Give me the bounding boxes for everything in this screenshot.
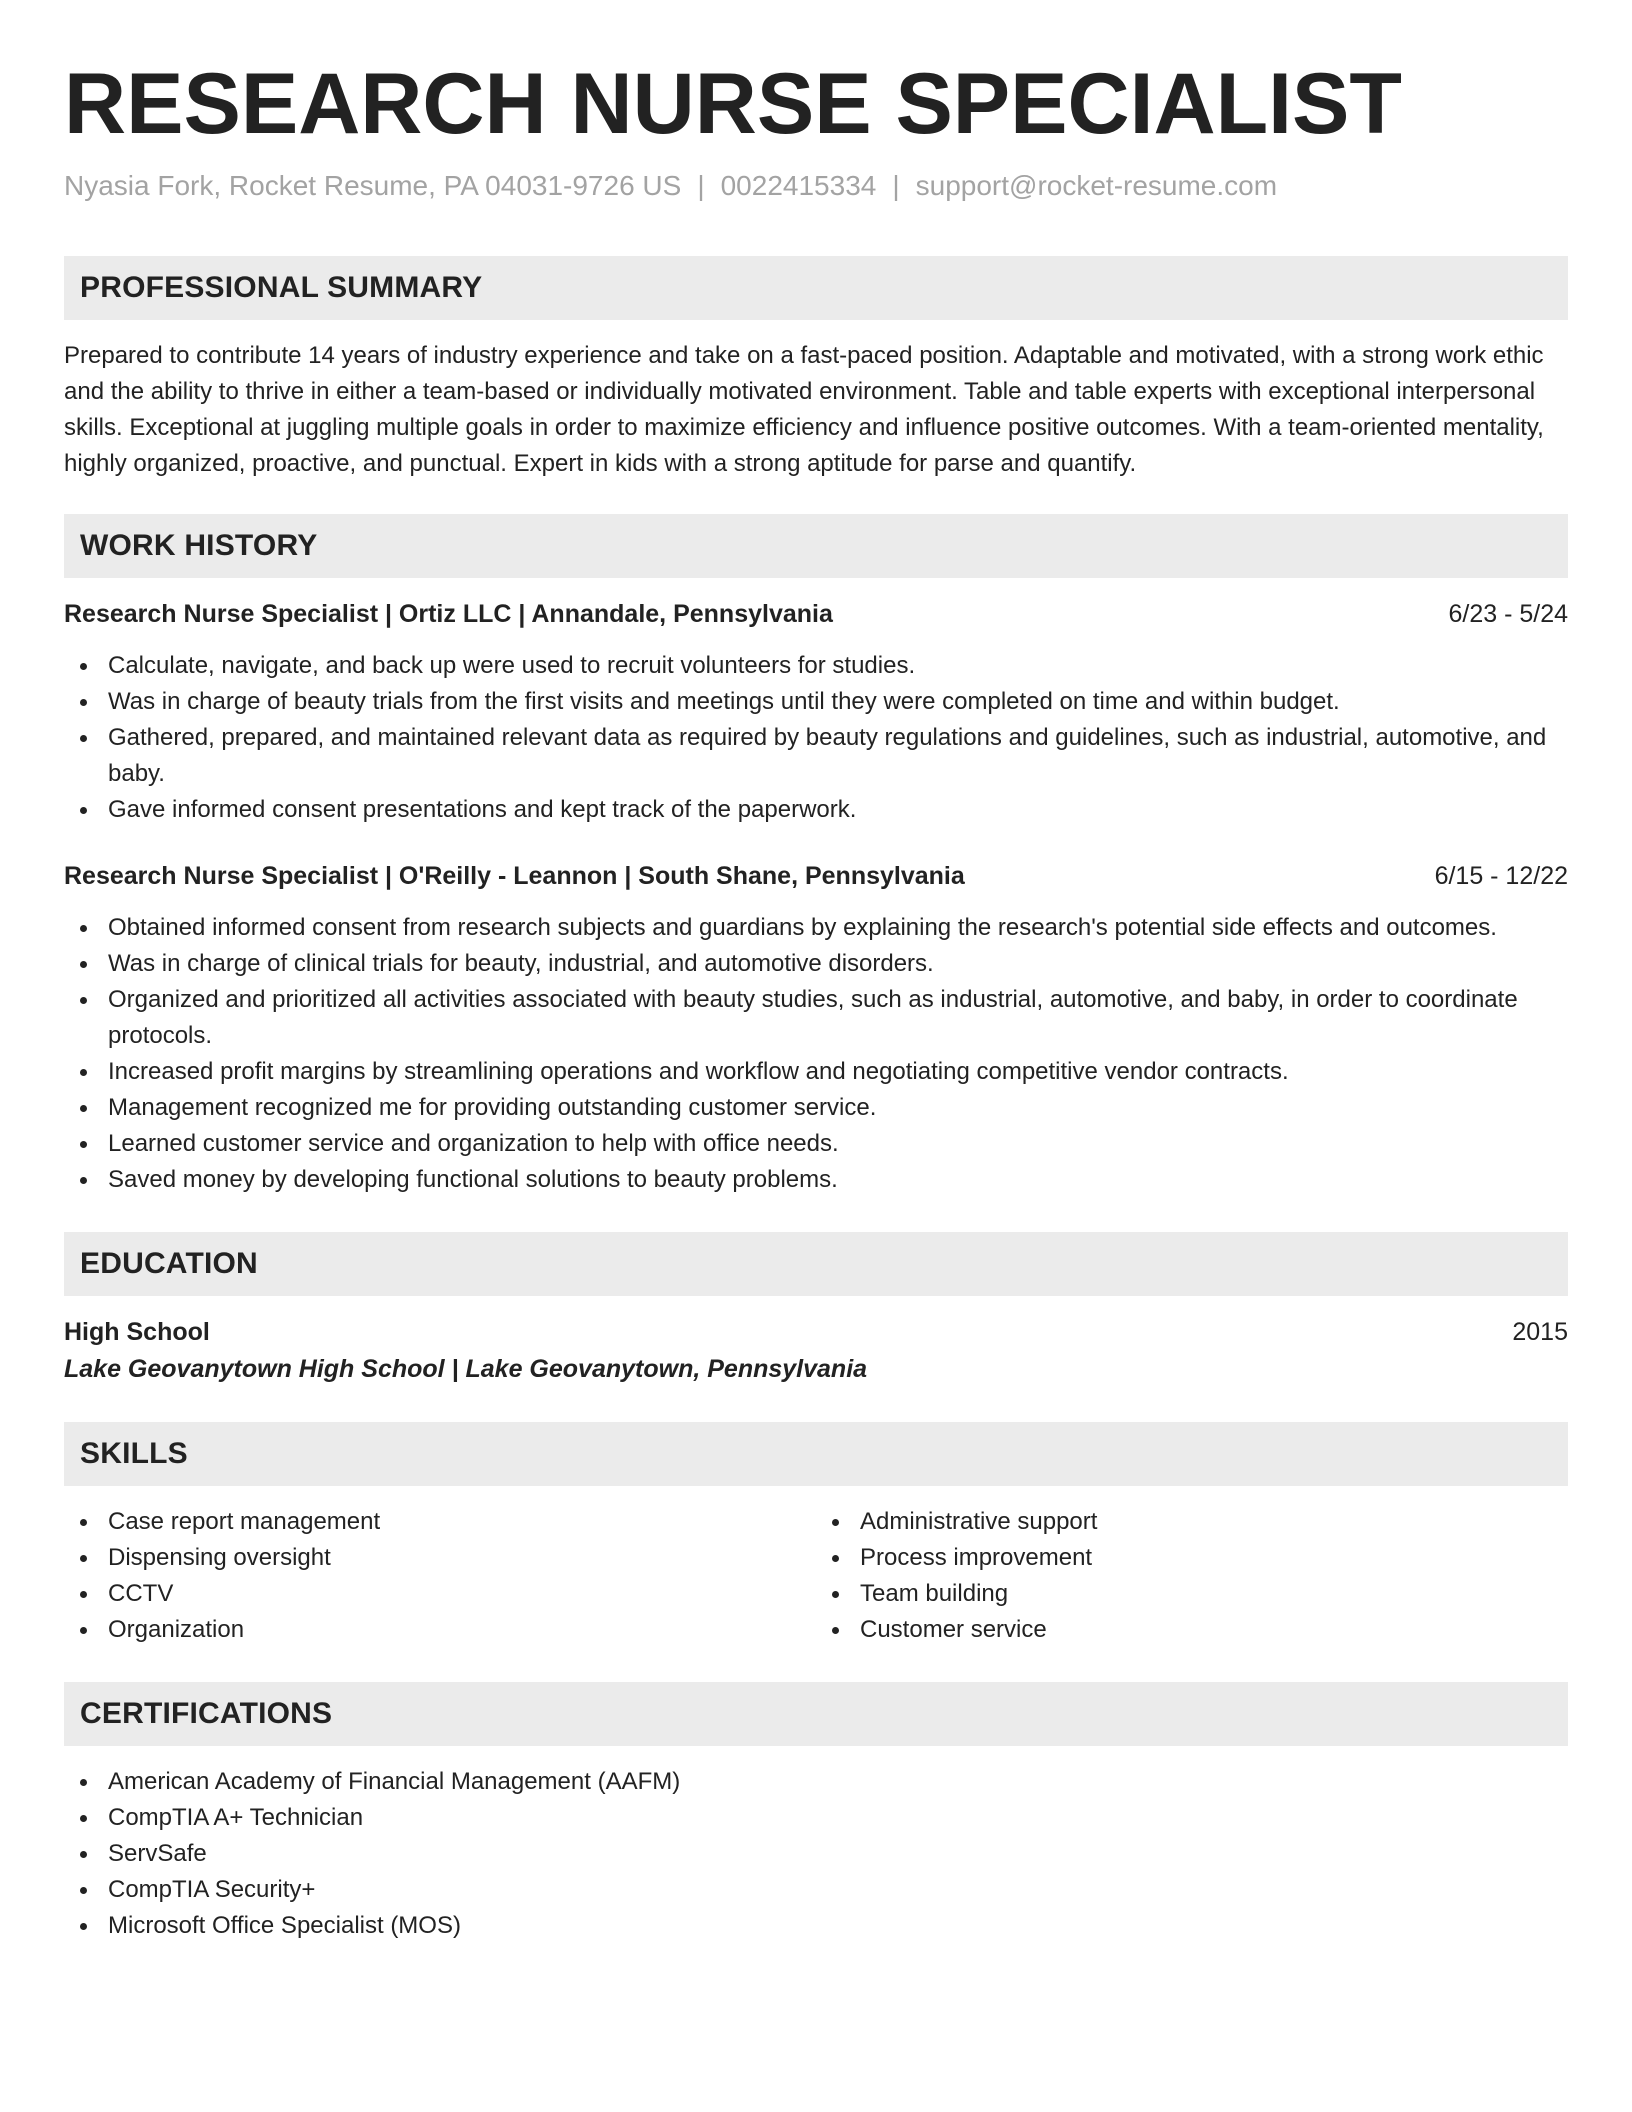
job-title: Research Nurse Specialist | Ortiz LLC | Annandale, Pennsylvania (64, 600, 833, 628)
skills-list (64, 1504, 816, 1648)
list-item: Learned customer service and organization to help with office needs. (64, 1126, 1568, 1162)
job-dates: 6/15 - 12/22 (1434, 862, 1568, 890)
list-item: Organization (64, 1612, 816, 1648)
contact-separator: | (697, 170, 705, 201)
section-heading: WORK HISTORY (80, 529, 318, 562)
list-item: Gave informed consent presentations and kept track of the paperwork. (64, 792, 1568, 828)
section-header (64, 1682, 1568, 1746)
job-dates: 6/23 - 5/24 (1448, 600, 1568, 628)
education-year: 2015 (1512, 1318, 1568, 1346)
education-entry (64, 1314, 1568, 1388)
job-entry (64, 596, 1568, 828)
section-header (64, 514, 1568, 578)
section-heading: PROFESSIONAL SUMMARY (80, 271, 483, 304)
list-item: ServSafe (64, 1836, 1568, 1872)
list-item: Process improvement (816, 1540, 1568, 1576)
skills-column-right (816, 1504, 1568, 1648)
job-bullets (64, 910, 1568, 1198)
section-header (64, 256, 1568, 320)
list-item: Was in charge of beauty trials from the first visits and meetings until they were completed on time and within budget. (64, 684, 1568, 720)
skills-column-left (64, 1504, 816, 1648)
list-item: Increased profit margins by streamlining operations and workflow and negotiating competitive vendor contracts. (64, 1054, 1568, 1090)
certifications-section (64, 1682, 1568, 1944)
list-item: Microsoft Office Specialist (MOS) (64, 1908, 1568, 1944)
summary-text: Prepared to contribute 14 years of industry experience and take on a fast-paced position. Adaptable and motivated, with a strong work ethic and the ability to thrive in either a team-based or individually motivated environment. Table and table experts with exceptional interpersonal skills. Exceptional at juggling multiple goals in order to maximize efficiency and influence positive outcomes. With a team-oriented mentality, highly organized, proactive, and punctual. Expert in kids with a strong aptitude for parse and quantify. (64, 342, 1544, 477)
list-item: CompTIA Security+ (64, 1872, 1568, 1908)
section-heading: CERTIFICATIONS (80, 1697, 333, 1730)
contact-line (64, 168, 1568, 204)
education-header (64, 1314, 1568, 1350)
job-bullets (64, 648, 1568, 828)
list-item: Case report management (64, 1504, 816, 1540)
professional-summary-section (64, 256, 1568, 482)
skills-list (816, 1504, 1568, 1648)
education-degree: High School (64, 1318, 210, 1346)
section-header (64, 1422, 1568, 1486)
contact-email: support@rocket-resume.com (915, 170, 1278, 201)
contact-address: Nyasia Fork, Rocket Resume, PA 04031-9726 US (64, 170, 682, 201)
job-header (64, 858, 1568, 894)
job-entry (64, 858, 1568, 1198)
job-header (64, 596, 1568, 632)
section-heading: EDUCATION (80, 1247, 258, 1280)
job-title: Research Nurse Specialist | O'Reilly - Leannon | South Shane, Pennsylvania (64, 862, 965, 890)
list-item: Saved money by developing functional solutions to beauty problems. (64, 1162, 1568, 1198)
list-item: Management recognized me for providing outstanding customer service. (64, 1090, 1568, 1126)
contact-phone: 0022415334 (720, 170, 877, 201)
contact-separator: | (892, 170, 900, 201)
list-item: Administrative support (816, 1504, 1568, 1540)
list-item: Calculate, navigate, and back up were used to recruit volunteers for studies. (64, 648, 1568, 684)
skills-section (64, 1422, 1568, 1648)
list-item: Team building (816, 1576, 1568, 1612)
list-item: Obtained informed consent from research subjects and guardians by explaining the research's potential side effects and outcomes. (64, 910, 1568, 946)
list-item: CCTV (64, 1576, 816, 1612)
list-item: CompTIA A+ Technician (64, 1800, 1568, 1836)
list-item: Was in charge of clinical trials for beauty, industrial, and automotive disorders. (64, 946, 1568, 982)
list-item: Gathered, prepared, and maintained relevant data as required by beauty regulations and guidelines, such as industrial, automotive, and baby. (64, 720, 1568, 792)
list-item: Customer service (816, 1612, 1568, 1648)
education-school: Lake Geovanytown High School | Lake Geovanytown, Pennsylvania (64, 1355, 868, 1383)
section-heading: SKILLS (80, 1437, 188, 1470)
list-item: Dispensing oversight (64, 1540, 816, 1576)
section-header (64, 1232, 1568, 1296)
skills-grid (64, 1504, 1568, 1648)
list-item: Organized and prioritized all activities associated with beauty studies, such as industrial, automotive, and baby, in order to coordinate protocols. (64, 982, 1568, 1054)
work-history-section (64, 514, 1568, 1198)
certifications-list (64, 1764, 1568, 1944)
education-section (64, 1232, 1568, 1388)
resume-title: RESEARCH NURSE SPECIALIST (64, 56, 1402, 152)
list-item: American Academy of Financial Management (AAFM) (64, 1764, 1568, 1800)
